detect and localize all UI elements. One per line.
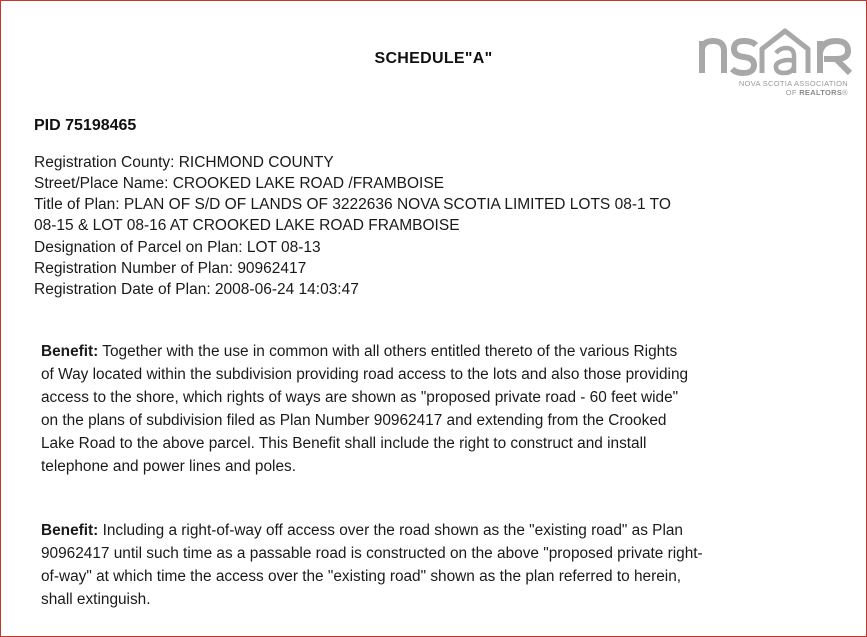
benefit-2-line: of-way" at which time the access over the "existing road" shown as the plan referred to herein, [41,568,682,585]
logo-association-text: NOVA SCOTIA ASSOCIATION [738,79,848,88]
title-of-plan-line-1: Title of Plan: PLAN OF S/D OF LANDS OF 3222636 NOVA SCOTIA LIMITED LOTS 08-1 TO [34,196,671,213]
nsar-logo-mark [696,23,856,79]
benefit-2-line: Benefit: Including a right-of-way off access over the road shown as the "existing road" as Plan [41,522,683,539]
logo-realtors-text [786,88,848,97]
registration-county: Registration County: RICHMOND COUNTY [34,154,334,171]
benefit-1-line: Lake Road to the above parcel. This Benefit shall include the right to construct and install [41,435,647,452]
schedule-title: SCHEDULE"A" [374,50,493,67]
street-place-name: Street/Place Name: CROOKED LAKE ROAD /FRAMBOISE [34,175,445,192]
nsar-logo [696,23,856,103]
benefit-1-line: Benefit: Together with the use in common with all others entitled thereto of the various Rights [41,343,678,360]
benefit-1-line: on the plans of subdivision filed as Plan Number 90962417 and extending from the Crooked [41,412,667,429]
logo-registered-mark: ® [842,88,848,97]
benefit-2-line: 90962417 until such time as a passable road is constructed on the above "proposed private right- [41,545,703,562]
benefit-2-label: Benefit: [41,522,99,539]
benefit-1-label: Benefit: [41,343,99,360]
benefit-1-line: access to the shore, which rights of ways are shown as "proposed private road - 60 feet wide" [41,389,679,406]
benefit-2-line: shall extinguish. [41,591,151,608]
benefit-1-line: telephone and power lines and poles. [41,458,296,475]
title-of-plan-line-2: 08-15 & LOT 08-16 AT CROOKED LAKE ROAD FRAMBOISE [34,217,460,234]
logo-realtors-brand: REALTORS [799,88,843,97]
benefit-1-line: of Way located within the subdivision providing road access to the lots and also those providing [41,366,689,383]
logo-of-text: OF [785,88,797,97]
designation-of-parcel: Designation of Parcel on Plan: LOT 08-13 [34,239,321,256]
registration-date-of-plan: Registration Date of Plan: 2008-06-24 14:03:47 [34,281,359,298]
registration-number-of-plan: Registration Number of Plan: 90962417 [34,260,307,277]
pid-number: PID 75198465 [34,117,137,134]
